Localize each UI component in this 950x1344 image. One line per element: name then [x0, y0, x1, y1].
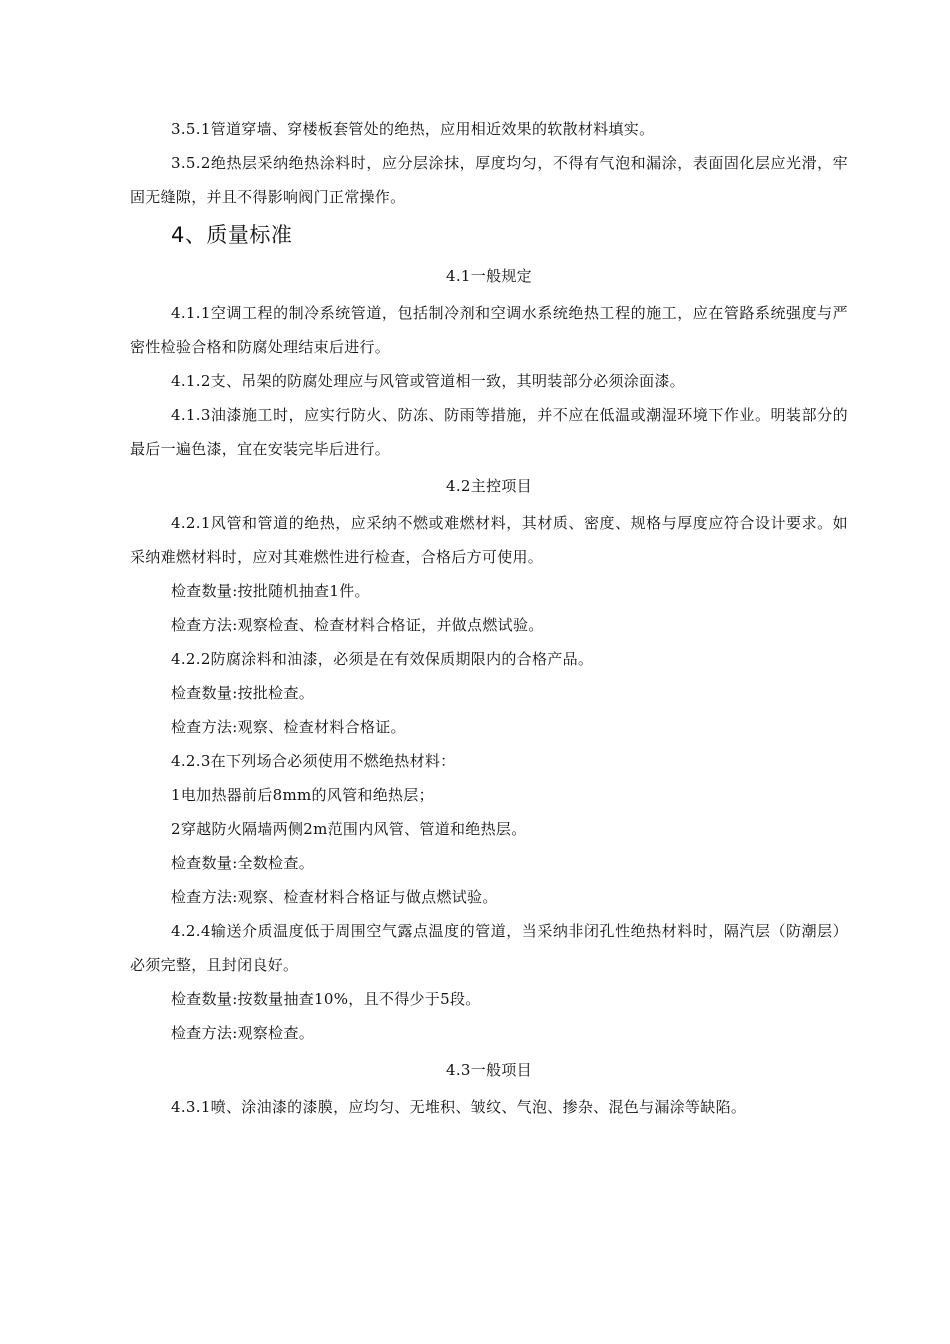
subheading-4-2: 4.2主控项目 [446, 477, 532, 495]
paragraph-4-3-1: 4.3.1喷、涂油漆的漆膜，应均匀、无堆积、皱纹、气泡、掺杂、混色与漏涂等缺陷。 [171, 1098, 747, 1116]
paragraph-4-1-2: 4.1.2支、吊架的防腐处理应与风管或管道相一致，其明装部分必须涂面漆。 [171, 372, 685, 390]
paragraph-3-5-1: 3.5.1管道穿墙、穿楼板套管处的绝热，应用相近效果的软散材料填实。 [171, 120, 655, 138]
check-quantity-4-2-3: 检查数量:全数检查。 [171, 854, 315, 872]
check-quantity-4-2-2: 检查数量:按批检查。 [171, 684, 315, 702]
paragraph-4-1-1: 4.1.1空调工程的制冷系统管道，包括制冷剂和空调水系统绝热工程的施工，应在管路系统强度与严密性检验合格和防腐处理结束后进行。 [130, 304, 848, 356]
document-body [130, 112, 848, 1124]
paragraph-4-1-3: 4.1.3油漆施工时，应实行防火、防冻、防雨等措施，并不应在低温或潮湿环境下作业。明装部分的最后一遍色漆，宜在安装完毕后进行。 [130, 406, 848, 458]
paragraph-4-2-3: 4.2.3在下列场合必须使用不燃绝热材料： [171, 752, 456, 770]
paragraph-4-2-4: 4.2.4输送介质温度低于周围空气露点温度的管道，当采纳非闭孔性绝热材料时，隔汽层（防潮层）必须完整，且封闭良好。 [130, 922, 848, 974]
check-quantity-4-2-4: 检查数量:按数量抽查10%，且不得少于5段。 [171, 990, 481, 1008]
list-item-4-2-3-1: 1电加热器前后8mm的风管和绝热层； [171, 786, 434, 804]
paragraph-4-2-2: 4.2.2防腐涂料和油漆，必须是在有效保质期限内的合格产品。 [171, 650, 594, 668]
section-heading-4: 4、质量标准 [171, 223, 293, 247]
check-quantity-4-2-1: 检查数量:按批随机抽查1件。 [171, 582, 370, 600]
subheading-4-1: 4.1一般规定 [446, 267, 532, 285]
check-method-4-2-3: 检查方法:观察、检查材料合格证与做点燃试验。 [171, 888, 498, 906]
check-method-4-2-1: 检查方法:观察检查、检查材料合格证，并做点燃试验。 [171, 616, 544, 634]
paragraph-4-2-1: 4.2.1风管和管道的绝热，应采纳不燃或难燃材料，其材质、密度、规格与厚度应符合设计要求。如采纳难燃材料时，应对其难燃性进行检查，合格后方可使用。 [130, 514, 848, 566]
list-item-4-2-3-2: 2穿越防火隔墙两侧2m范围内风管、管道和绝热层。 [171, 820, 527, 838]
check-method-4-2-4: 检查方法:观察检查。 [171, 1024, 315, 1042]
paragraph-3-5-2: 3.5.2绝热层采纳绝热涂料时，应分层涂抹，厚度均匀，不得有气泡和漏涂，表面固化层应光滑，牢固无缝隙，并且不得影响阀门正常操作。 [130, 154, 848, 206]
subheading-4-3: 4.3一般项目 [446, 1061, 532, 1079]
check-method-4-2-2: 检查方法:观察、检查材料合格证。 [171, 718, 406, 736]
